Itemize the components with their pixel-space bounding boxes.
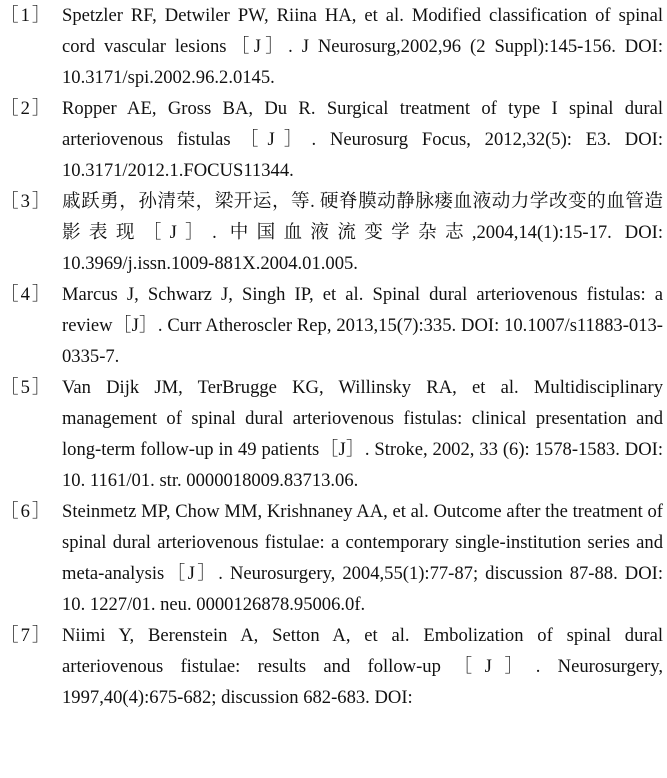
reference-item bbox=[0, 496, 667, 620]
reference-text: Ropper AE, Gross BA, Du R. Surgical treatment of type I spinal dural arteriovenous fistulas［J］. Neurosurg Focus, 2012,32(5): E3. DOI: 10.3171/2012.1.FOCUS11344. bbox=[62, 98, 663, 181]
reference-text: Van Dijk JM, TerBrugge KG, Willinsky RA, et al. Multidisciplinary management of spinal dural arteriovenous fistulas: clinical presentation and long-term follow-up in 49 patients［J］. Stroke, 2002, 33 (6): 1578-1583. DOI: 10. 1161/01. str. 0000018009.83713.06. bbox=[62, 377, 663, 491]
reference-item bbox=[0, 279, 667, 372]
reference-text: Spetzler RF, Detwiler PW, Riina HA, et al. Modified classification of spinal cord vascular lesions［J］. J Neurosurg,2002,96 (2 Suppl):145-156. DOI: 10.3171/spi.2002.96.2.0145. bbox=[62, 5, 663, 88]
reference-item bbox=[0, 0, 667, 93]
reference-item bbox=[0, 186, 667, 279]
reference-number: ［4］ bbox=[0, 284, 53, 305]
reference-item bbox=[0, 620, 667, 713]
reference-text: 戚跃勇，孙清荣，梁开运，等. 硬脊膜动静脉瘘血液动力学改变的血管造影表现［J］. 中国血液流变学杂志,2004,14(1):15-17. DOI: 10.3969/j.issn.1009-881X.2004.01.005. bbox=[62, 191, 663, 274]
reference-text: Niimi Y, Berenstein A, Setton A, et al. Embolization of spinal dural arteriovenous fistulae: results and follow-up［J］. Neurosurgery, 1997,40(4):675-682; discussion 682-683. DOI: bbox=[62, 625, 663, 708]
reference-number: ［6］ bbox=[0, 501, 53, 522]
reference-text: Steinmetz MP, Chow MM, Krishnaney AA, et al. Outcome after the treatment of spinal dural arteriovenous fistulae: a contemporary single-institution series and meta-analysis［J］. Neurosurgery, 2004,55(1):77-87; discussion 87-88. DOI: 10. 1227/01. neu. 0000126878.95006.0f. bbox=[62, 501, 663, 615]
reference-number: ［7］ bbox=[0, 625, 53, 646]
reference-item bbox=[0, 93, 667, 186]
reference-number: ［3］ bbox=[0, 191, 53, 212]
reference-number: ［2］ bbox=[0, 98, 53, 119]
reference-number: ［1］ bbox=[0, 5, 53, 26]
reference-item bbox=[0, 372, 667, 496]
reference-number: ［5］ bbox=[0, 377, 53, 398]
reference-text: Marcus J, Schwarz J, Singh IP, et al. Spinal dural arteriovenous fistulas: a review［J］. Curr Atheroscler Rep, 2013,15(7):335. DOI: 10.1007/s11883-013-0335-7. bbox=[62, 284, 663, 367]
